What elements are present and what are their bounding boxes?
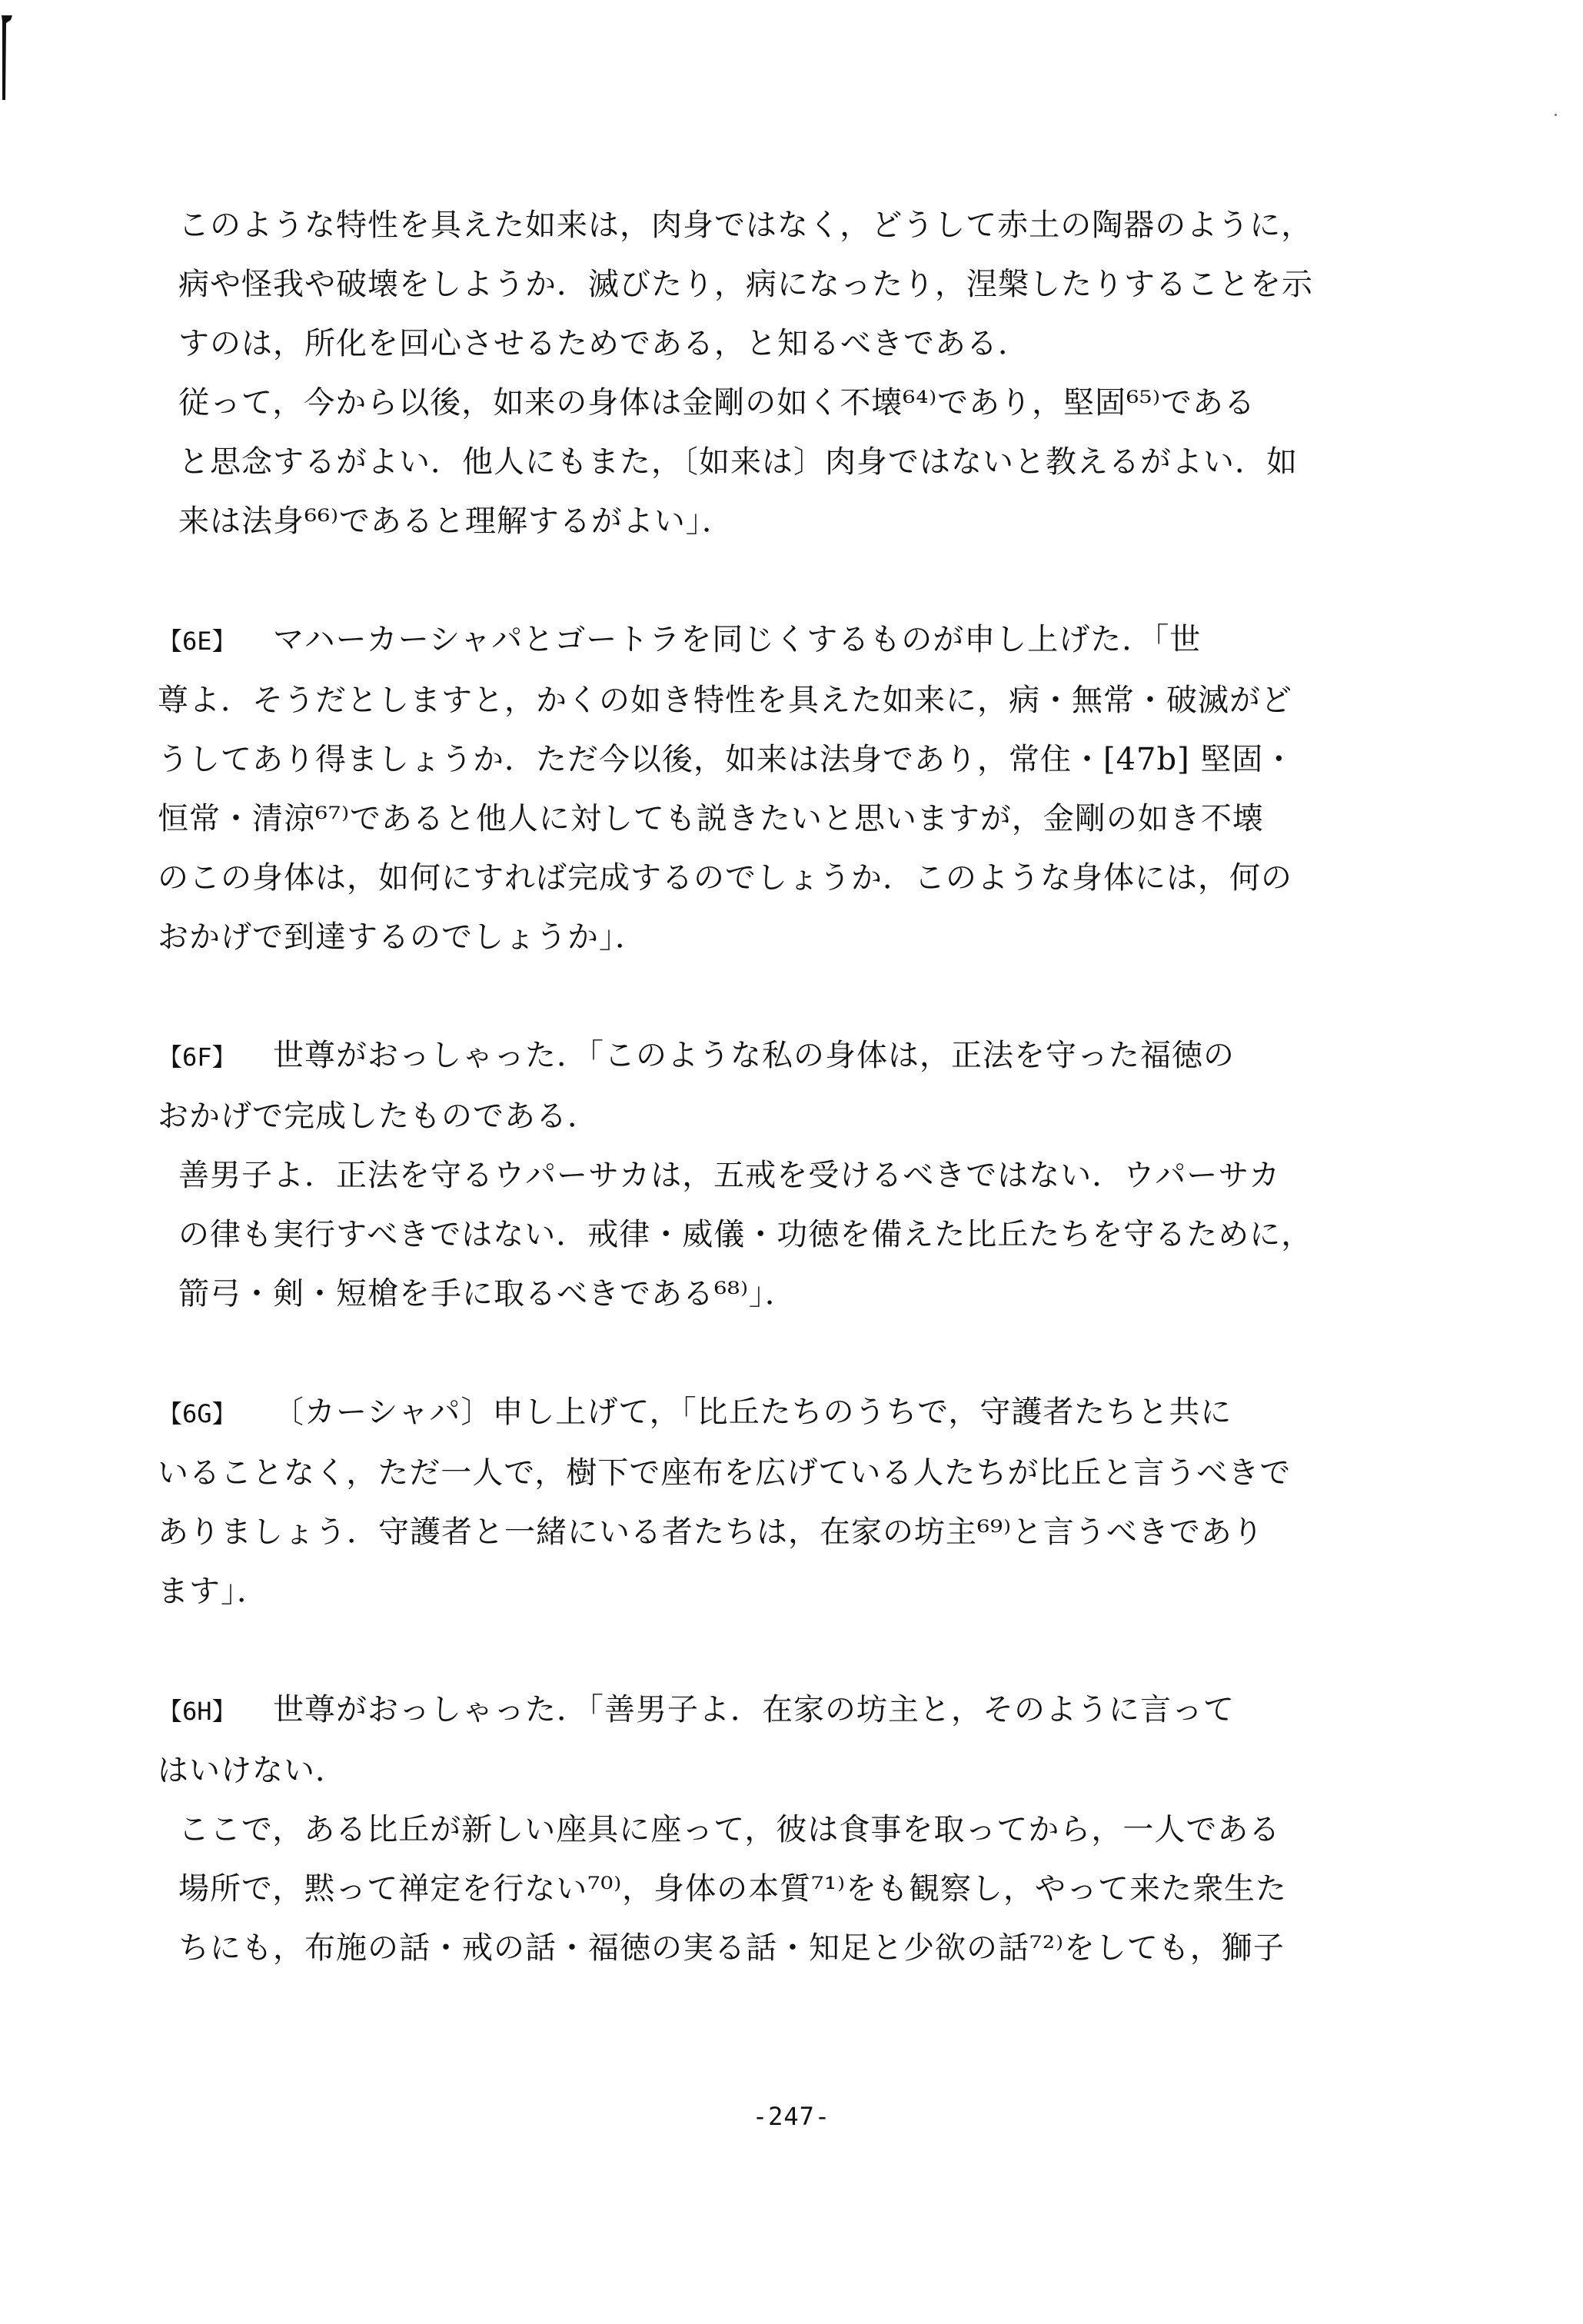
- section-paragraph: [158, 610, 1326, 967]
- section-paragraph: [158, 1026, 1326, 1146]
- text-line: [158, 1383, 1326, 1444]
- scan-speck: [1555, 114, 1557, 116]
- text-line: おかげで完成したものである．: [158, 1099, 599, 1134]
- text-line: のこの身体は，如何にすれば完成するのでしょうか．このような身体には，何の: [158, 860, 1292, 896]
- text-line: 善男子よ．正法を守るウパーサカは，五戒を受けるべきではない．ウパーサカ: [178, 1158, 1281, 1193]
- text-line: と思念するがよい．他人にもまた，〔如来は〕肉身ではないと教えるがよい．如: [178, 444, 1298, 480]
- section-paragraph: [158, 1681, 1326, 1800]
- section-label: 【6E】: [158, 627, 237, 656]
- text-line: [158, 1026, 1326, 1087]
- text-line: 来は法身⁶⁶⁾であると理解するがよい」．: [178, 504, 733, 539]
- body-paragraph: [158, 1146, 1326, 1324]
- paragraph-gap: [158, 967, 1326, 1026]
- text-line: 箭弓・剣・短槍を手に取るべきである⁶⁸⁾」．: [178, 1276, 796, 1312]
- section-label: 【6F】: [158, 1042, 237, 1072]
- text-line: 尊よ．そうだとしますと，かくの如き特性を具えた如来に，病・無常・破滅がど: [158, 683, 1292, 718]
- line-text: 〔カーシャパ〕申し上げて，「比丘たちのうちで，守護者たちと共に: [273, 1395, 1232, 1430]
- text-line: おかげで到達するのでしょうか」．: [158, 919, 647, 955]
- text-line: このような特性を具えた如来は，肉身ではなく，どうして赤土の陶器のように，: [178, 208, 1313, 243]
- text-line: [158, 1681, 1326, 1741]
- text-line: うしてあり得ましょうか．ただ今以後，如来は法身であり，常住・[47b] 堅固・: [158, 742, 1295, 777]
- paragraph-gap: [158, 551, 1326, 610]
- section-label: 【6H】: [158, 1697, 237, 1726]
- text-line: ありましょう．守護者と一緒にいる者たちは，在家の坊主⁶⁹⁾と言うべきであり: [158, 1514, 1264, 1550]
- paragraph-gap: [158, 1621, 1326, 1681]
- text-line: 恒常・清涼⁶⁷⁾であると他人に対しても説きたいと思いますが，金剛の如き不壊: [158, 801, 1264, 836]
- text-line: 従って，今から以後，如来の身体は金剛の如く不壊⁶⁴⁾であり，堅固⁶⁵⁾である: [178, 385, 1255, 421]
- scan-edge-mark: [0, 15, 14, 100]
- line-text: 世尊がおっしゃった．「このような私の身体は，正法を守った福徳の: [273, 1038, 1235, 1073]
- text-line: 病や怪我や破壊をしようか．滅びたり，病になったり，涅槃したりすることを示: [178, 267, 1313, 302]
- line-text: 世尊がおっしゃった．「善男子よ．在家の坊主と，そのように言って: [273, 1692, 1235, 1727]
- document-body: [158, 196, 1326, 1978]
- body-paragraph: [158, 1800, 1326, 1978]
- page-number: -247-: [752, 2102, 831, 2131]
- body-paragraph: [158, 196, 1326, 374]
- line-text: マハーカーシャパとゴートラを同じくするものが申し上げた．「世: [273, 622, 1202, 657]
- section-label: 【6G】: [158, 1399, 237, 1428]
- section-paragraph: [158, 1383, 1326, 1621]
- text-line: [158, 610, 1326, 671]
- text-line: いることなく，ただ一人で，樹下で座布を広げている人たちが比丘と言うべきで: [158, 1455, 1292, 1491]
- text-line: すのは，所化を回心させるためである，と知るべきである．: [178, 326, 1029, 361]
- text-line: ここで，ある比丘が新しい座具に座って，彼は食事を取ってから，一人である: [178, 1812, 1281, 1847]
- body-paragraph: [158, 374, 1326, 551]
- text-line: の律も実行すべきではない．戒律・威儀・功徳を備えた比丘たちを守るために，: [178, 1217, 1313, 1252]
- text-line: 場所で，黙って禅定を行ない⁷⁰⁾，身体の本質⁷¹⁾をも観察し，やって来た衆生た: [178, 1871, 1287, 1907]
- paragraph-gap: [158, 1324, 1326, 1383]
- text-line: ちにも，布施の話・戒の話・福徳の実る話・知足と少欲の話⁷²⁾をしても，獅子: [178, 1930, 1285, 1966]
- text-line: ます」．: [158, 1574, 268, 1609]
- text-line: はいけない．: [158, 1753, 347, 1788]
